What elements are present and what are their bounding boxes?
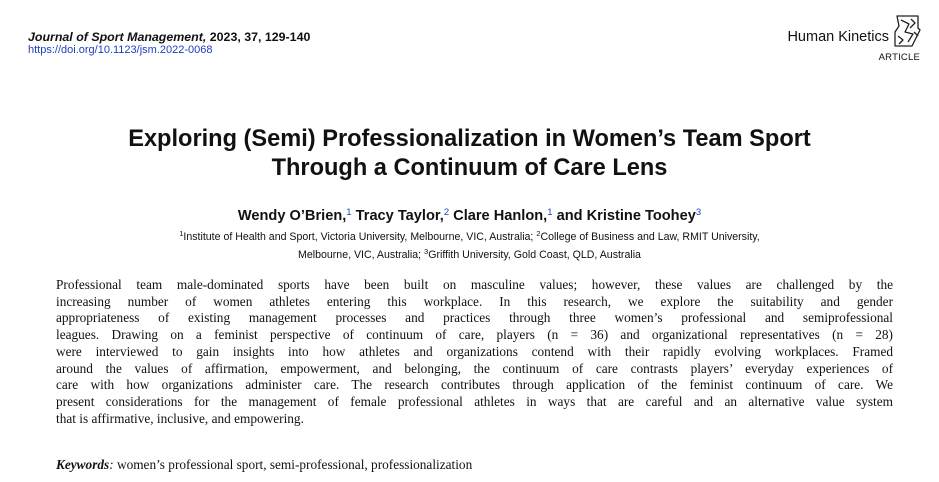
affiliation-number: 1 xyxy=(179,229,184,238)
author-name: Clare Hanlon, xyxy=(453,208,548,224)
abstract-line: leagues. Drawing on a feminist perspective of continuum of care, players (n = 36) and organizational representatives (n = 28) xyxy=(56,327,893,343)
author-affiliation-ref[interactable]: 1 xyxy=(547,207,553,218)
publisher-name: Human Kinetics xyxy=(787,29,889,45)
author-name: Wendy O’Brien, xyxy=(237,208,347,224)
publisher-block xyxy=(787,14,922,63)
article-type-label: ARTICLE xyxy=(878,52,920,63)
abstract-line: around the values of affirmation, empowerment, and belonging, the continuum of care contrasts players’ everyday experiences of xyxy=(56,360,893,376)
journal-citation xyxy=(28,30,310,57)
journal-line xyxy=(28,30,310,44)
abstract-line: appropriateness of existing management processes and practices through three women’s professional and semiprofessional xyxy=(56,310,893,326)
abstract-line: Professional team male-dominated sports have been built on masculine values; however, these values are challenged by the xyxy=(56,277,893,292)
abstract-line: care with how organizations administer care. The research contributes through application of the feminist continuum of care. We xyxy=(56,377,893,393)
title-line-1: Exploring (Semi) Professionalization in Women’s Team Sport xyxy=(128,126,811,152)
affiliation-line xyxy=(0,245,939,263)
affiliation-line xyxy=(0,227,939,245)
journal-details: 2023, 37, 129-140 xyxy=(209,30,311,44)
affiliation-text: Melbourne, VIC, Australia; xyxy=(298,248,425,261)
doi-link[interactable]: https://doi.org/10.1123/jsm.2022-0068 xyxy=(28,44,213,56)
author-name: and Kristine Toohey xyxy=(556,208,696,224)
journal-name: Journal of Sport Management, xyxy=(28,30,207,44)
affiliation-number: 3 xyxy=(424,246,429,256)
abstract-line: present considerations for the management of female professional athletes in ways that are careful and an alternative value system xyxy=(56,393,893,409)
author-affiliation-ref[interactable]: 2 xyxy=(443,207,450,218)
author-affiliation-ref[interactable]: 3 xyxy=(695,207,702,218)
human-kinetics-logo-icon xyxy=(893,14,922,48)
keywords-separator: : xyxy=(109,457,114,472)
affiliation-number: 2 xyxy=(536,229,541,238)
keywords-text: women’s professional sport, semi-professional, professionalization xyxy=(113,457,473,472)
affiliation-text: Griffith University, Gold Coast, QLD, Australia xyxy=(428,248,641,261)
author-name: Tracy Taylor, xyxy=(355,208,444,224)
affiliation-text: Institute of Health and Sport, Victoria University, Melbourne, VIC, Australia; xyxy=(183,231,537,243)
affiliation-text: College of Business and Law, RMIT University, xyxy=(540,231,760,243)
author-affiliation-ref[interactable]: 1 xyxy=(346,207,352,218)
abstract xyxy=(56,277,893,427)
abstract-line: were interviewed to gain insights into how athletes and organizations contend with their rapidly evolving workplaces. Framed xyxy=(56,343,893,359)
keywords xyxy=(56,456,472,473)
title-line-2: Through a Continuum of Care Lens xyxy=(271,155,668,181)
abstract-line: that is affirmative, inclusive, and empowering. xyxy=(56,410,304,426)
keywords-label: Keywords xyxy=(56,457,110,472)
abstract-line: increasing number of women athletes entering this workplace. In this research, we explore the suitability and gender xyxy=(56,293,893,309)
paper-title xyxy=(0,125,939,183)
author-list xyxy=(0,204,939,225)
affiliations xyxy=(0,227,939,262)
